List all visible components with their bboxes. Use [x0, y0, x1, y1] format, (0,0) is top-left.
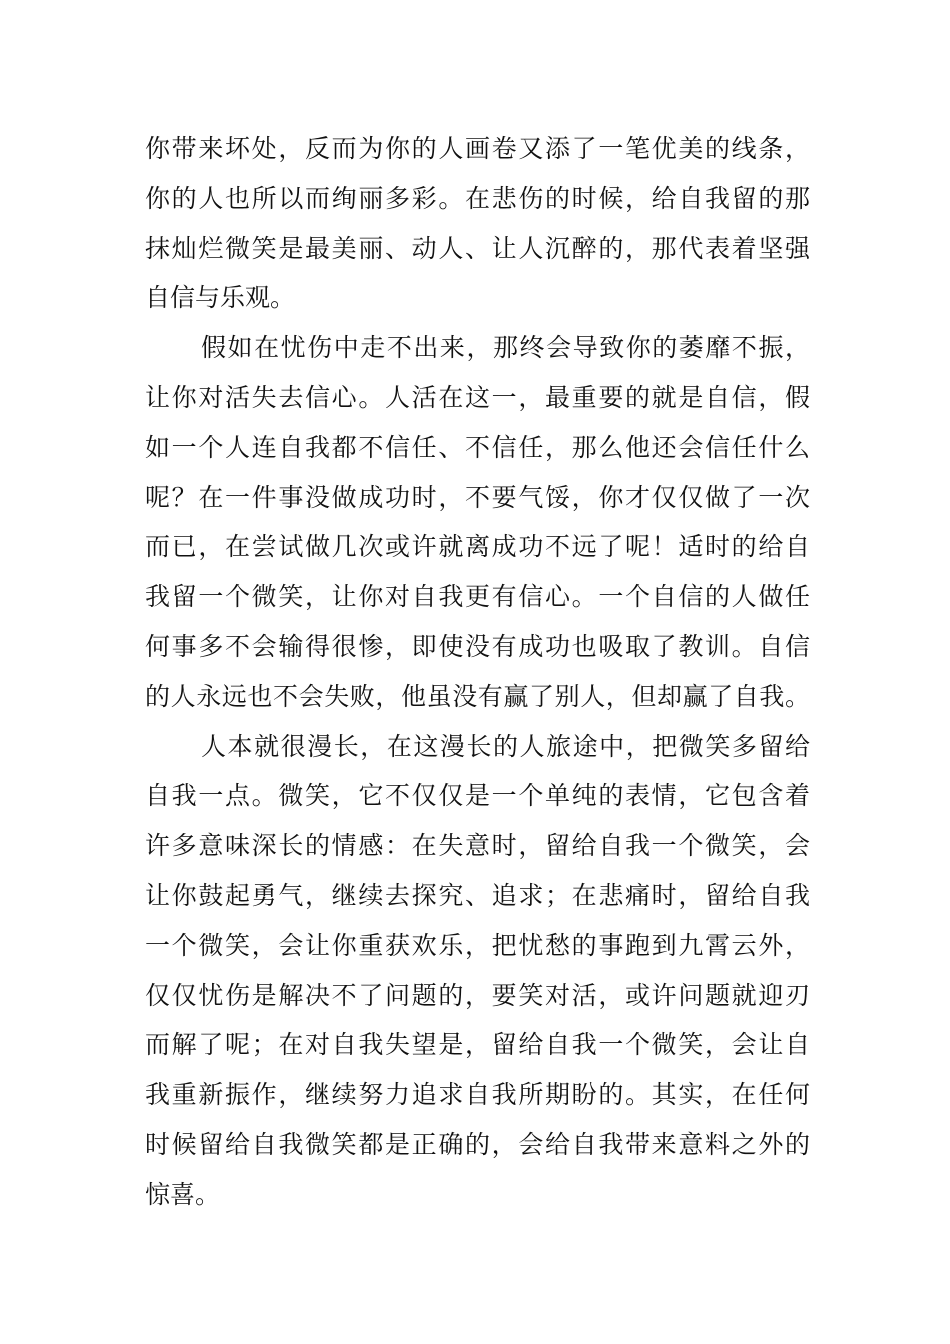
text-line: 人本就很漫长，在这漫长的人旅途中，把微笑多留给	[201, 731, 810, 761]
text-line: 我重新振作，继续努力追求自我所期盼的。其实，在任何	[145, 1080, 810, 1110]
body-text	[145, 124, 810, 1220]
text-line: 你带来坏处，反而为你的人画卷又添了一笔优美的线条，	[145, 134, 810, 163]
paragraph-1	[145, 124, 810, 323]
paragraph-2	[145, 323, 810, 721]
text-line: 何事多不会输得很惨，即使没有成功也吸取了教训。自信	[145, 631, 810, 661]
text-line: 的人永远也不会失败，他虽没有赢了别人，但却赢了自我。	[145, 681, 810, 711]
text-line: 仅仅忧伤是解决不了问题的，要笑对活，或许问题就迎刃	[145, 980, 810, 1010]
text-line: 一个微笑，会让你重获欢乐，把忧愁的事跑到九霄云外，	[145, 930, 810, 960]
text-line: 我留一个微笑，让你对自我更有信心。一个自信的人做任	[145, 582, 810, 612]
text-line: 而已，在尝试做几次或许就离成功不远了呢！适时的给自	[145, 532, 810, 562]
text-line: 你的人也所以而绚丽多彩。在悲伤的时候，给自我留的那	[145, 183, 810, 213]
paragraph-3	[145, 722, 810, 1220]
text-line: 惊喜。	[145, 1179, 221, 1209]
text-line: 假如在忧伤中走不出来，那终会导致你的萎靡不振，	[201, 333, 810, 363]
text-line: 而解了呢；在对自我失望是，留给自我一个微笑，会让自	[145, 1030, 810, 1060]
text-line: 呢？在一件事没做成功时，不要气馁，你才仅仅做了一次	[145, 482, 810, 512]
text-line: 让你对活失去信心。人活在这一，最重要的就是自信，假	[145, 382, 810, 412]
text-line: 如一个人连自我都不信任、不信任，那么他还会信任什么	[145, 432, 810, 462]
text-line: 抹灿烂微笑是最美丽、动人、让人沉醉的，那代表着坚强	[145, 233, 810, 263]
text-line: 时候留给自我微笑都是正确的，会给自我带来意料之外的	[145, 1129, 810, 1159]
text-line: 自信与乐观。	[145, 283, 296, 313]
text-line: 自我一点。微笑，它不仅仅是一个单纯的表情，它包含着	[145, 781, 810, 811]
text-line: 让你鼓起勇气，继续去探究、追求；在悲痛时，留给自我	[145, 880, 810, 910]
text-line: 许多意味深长的情感：在失意时，留给自我一个微笑，会	[145, 831, 810, 861]
